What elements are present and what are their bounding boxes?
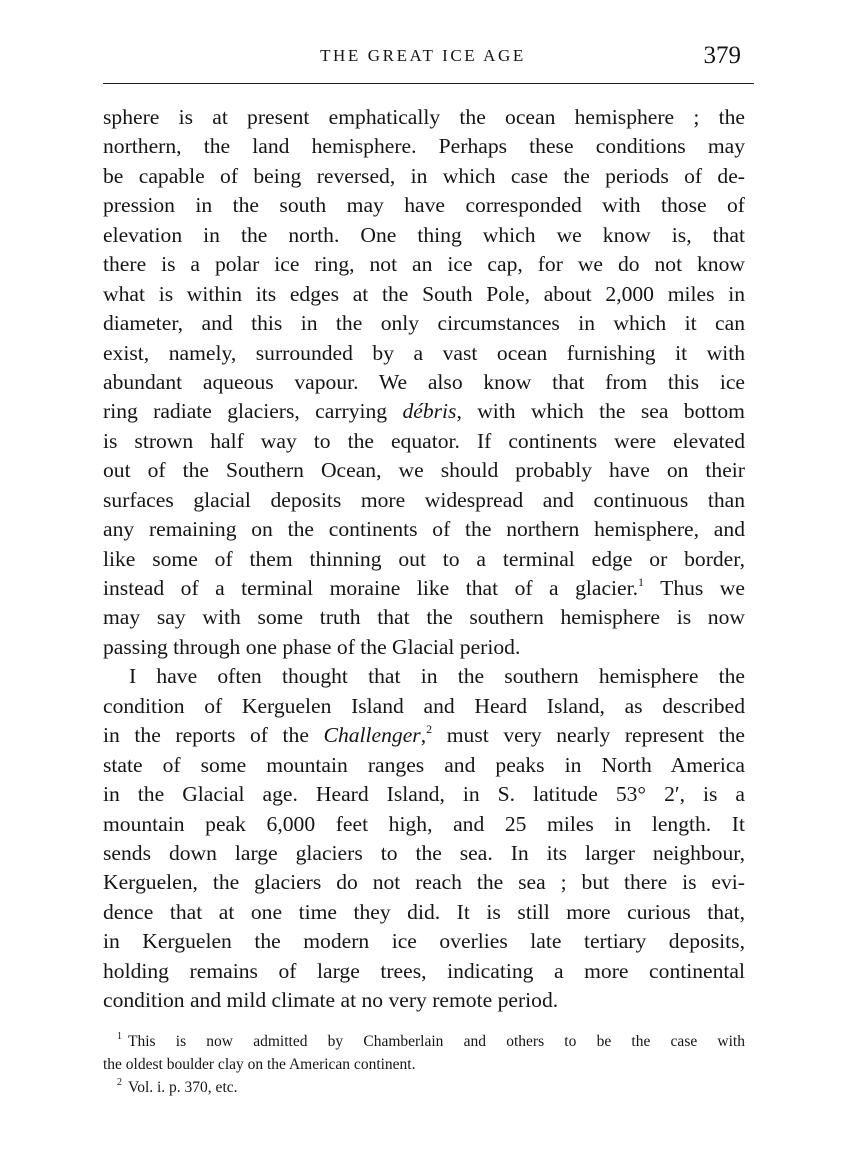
header-rule bbox=[103, 83, 754, 84]
text-line: sends down large glaciers to the sea. In its larger neighbour, bbox=[103, 840, 745, 865]
text-line: condition of Kerguelen Island and Heard Island, as described bbox=[103, 693, 745, 718]
text-line bbox=[103, 397, 745, 426]
text-fragment: , bbox=[420, 723, 427, 748]
text-line: surfaces glacial deposits more widespread and continuous than bbox=[103, 487, 745, 512]
text-line: abundant aqueous vapour. We also know that from this ice bbox=[103, 369, 745, 394]
text-line: passing through one phase of the Glacial period. bbox=[103, 634, 521, 659]
text-line: in the Glacial age. Heard Island, in S. latitude 53° 2′, is a bbox=[103, 782, 745, 807]
page-number: 379 bbox=[703, 42, 741, 69]
text-line: condition and mild climate at no very remote period. bbox=[103, 988, 559, 1013]
text-line: in Kerguelen the modern ice overlies late tertiary deposits, bbox=[103, 929, 745, 954]
footnote-1 bbox=[103, 1030, 745, 1053]
footnote-1-text: This is now admitted by Chamberlain and others to be the case with bbox=[128, 1033, 745, 1050]
footnote-1-marker: 1 bbox=[117, 1030, 122, 1042]
running-header bbox=[103, 42, 743, 76]
footnote-2-marker: 2 bbox=[117, 1076, 122, 1088]
text-line: state of some mountain ranges and peaks in North America bbox=[103, 752, 745, 777]
text-fragment: Thus we bbox=[644, 576, 745, 600]
text-line: dence that at one time they did. It is still more curious that, bbox=[103, 899, 745, 924]
footnote-1-continuation: the oldest boulder clay on the American continent. bbox=[103, 1056, 416, 1073]
footnote-marker-2: 2 bbox=[426, 722, 433, 736]
text-line bbox=[103, 574, 745, 603]
text-fragment: instead of a terminal moraine like that of a glacier. bbox=[103, 576, 639, 600]
text-fragment: must very nearly represent the bbox=[432, 723, 745, 748]
footnote-2 bbox=[103, 1076, 745, 1099]
running-title: THE GREAT ICE AGE bbox=[320, 46, 526, 65]
body-text bbox=[103, 103, 745, 1016]
text-line: exist, namely, surrounded by a vast ocean furnishing it with bbox=[103, 340, 745, 365]
text-fragment: in the reports of the bbox=[103, 723, 324, 748]
text-line: Kerguelen, the glaciers do not reach the sea ; but there is evi- bbox=[103, 870, 745, 895]
text-fragment: ring radiate glaciers, carrying bbox=[103, 399, 403, 424]
text-line: any remaining on the continents of the northern hemisphere, and bbox=[103, 517, 745, 542]
text-line: diameter, and this in the only circumstances in which it can bbox=[103, 311, 745, 336]
text-line: be capable of being reversed, in which case the periods of de- bbox=[103, 163, 745, 188]
text-line: pression in the south may have corresponded with those of bbox=[103, 193, 745, 218]
footnotes bbox=[103, 1030, 745, 1099]
text-line: out of the Southern Ocean, we should probably have on their bbox=[103, 458, 745, 483]
text-line bbox=[103, 721, 745, 750]
paragraph-2 bbox=[103, 662, 745, 1015]
text-line: holding remains of large trees, indicating a more continental bbox=[103, 958, 745, 983]
text-fragment: , with which the sea bottom bbox=[456, 399, 745, 424]
text-line: mountain peak 6,000 feet high, and 25 miles in length. It bbox=[103, 811, 745, 836]
text-line: there is a polar ice ring, not an ice cap, for we do not know bbox=[103, 252, 745, 277]
text-line: elevation in the north. One thing which we know is, that bbox=[103, 222, 745, 247]
text-line: is strown half way to the equator. If continents were elevated bbox=[103, 428, 745, 453]
text-line: what is within its edges at the South Pole, about 2,000 miles in bbox=[103, 281, 745, 306]
italic-word-challenger: Challenger bbox=[323, 723, 421, 748]
text-line: I have often thought that in the southern hemisphere the bbox=[129, 664, 745, 689]
footnote-2-text: Vol. i. p. 370, etc. bbox=[128, 1079, 238, 1096]
italic-word-debris: débris bbox=[402, 399, 457, 424]
text-line: like some of them thinning out to a terminal edge or border, bbox=[103, 546, 745, 571]
text-line: may say with some truth that the southern hemisphere is now bbox=[103, 605, 745, 630]
text-line: sphere is at present emphatically the ocean hemisphere ; the bbox=[103, 105, 745, 129]
paragraph-1 bbox=[103, 103, 745, 662]
footnote-marker-1: 1 bbox=[638, 574, 645, 589]
text-line: northern, the land hemisphere. Perhaps these conditions may bbox=[103, 134, 745, 159]
